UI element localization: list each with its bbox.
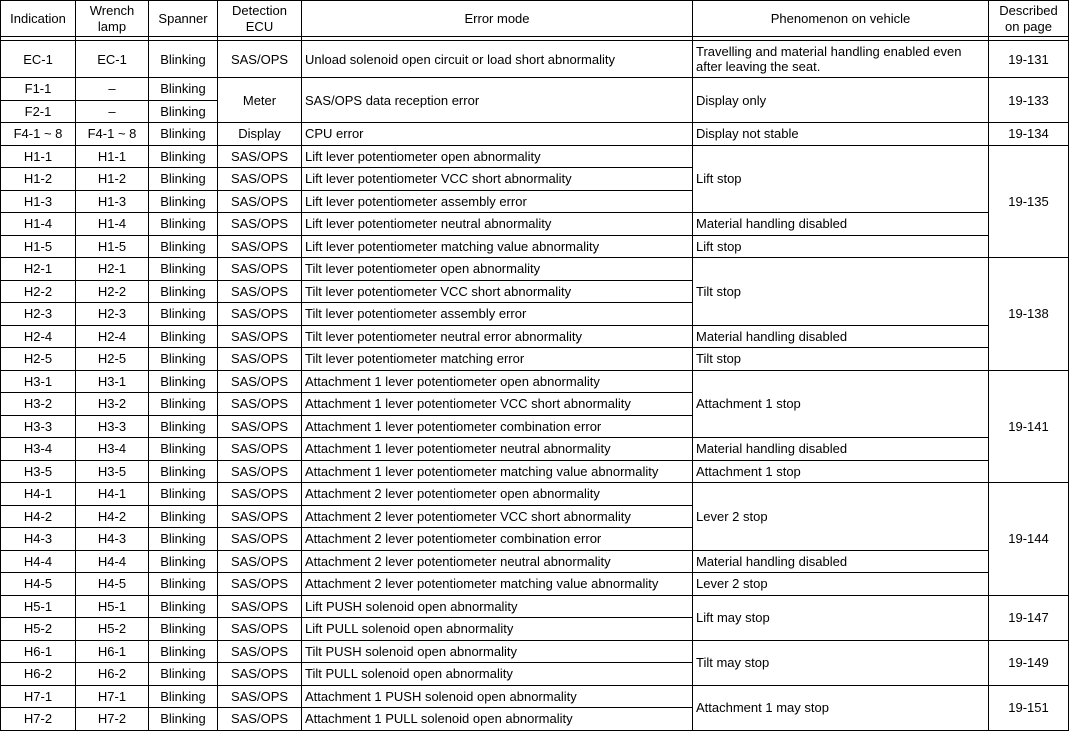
cell-error-mode: Lift lever potentiometer VCC short abnormality [302, 168, 693, 191]
cell-wrench: H1-5 [76, 235, 149, 258]
cell-indication: F1-1 [1, 78, 76, 101]
cell-ecu: SAS/OPS [218, 348, 302, 371]
cell-indication: EC-1 [1, 41, 76, 78]
cell-wrench: EC-1 [76, 41, 149, 78]
cell-wrench: H2-3 [76, 303, 149, 326]
cell-error-mode: Lift PUSH solenoid open abnormality [302, 595, 693, 618]
cell-wrench: H2-1 [76, 258, 149, 281]
cell-phenomenon: Attachment 1 stop [693, 370, 989, 438]
cell-error-mode: Attachment 1 PUSH solenoid open abnormality [302, 685, 693, 708]
cell-wrench: H3-5 [76, 460, 149, 483]
cell-phenomenon: Material handling disabled [693, 325, 989, 348]
cell-wrench: H4-1 [76, 483, 149, 506]
cell-wrench: H6-1 [76, 640, 149, 663]
cell-wrench: H3-4 [76, 438, 149, 461]
cell-ecu: SAS/OPS [218, 190, 302, 213]
cell-spanner: Blinking [149, 505, 218, 528]
cell-phenomenon: Material handling disabled [693, 438, 989, 461]
cell-wrench: H1-1 [76, 145, 149, 168]
cell-wrench: – [76, 78, 149, 101]
cell-indication: H3-2 [1, 393, 76, 416]
cell-ecu: SAS/OPS [218, 528, 302, 551]
cell-indication: H1-1 [1, 145, 76, 168]
table-row [1, 235, 1069, 258]
cell-ecu: SAS/OPS [218, 213, 302, 236]
cell-wrench: H5-1 [76, 595, 149, 618]
cell-error-mode: Lift lever potentiometer neutral abnormality [302, 213, 693, 236]
cell-indication: H4-2 [1, 505, 76, 528]
cell-wrench: H3-3 [76, 415, 149, 438]
cell-wrench: H1-3 [76, 190, 149, 213]
table-row [1, 325, 1069, 348]
cell-ecu: SAS/OPS [218, 618, 302, 641]
cell-wrench: F4-1 ~ 8 [76, 123, 149, 146]
cell-page: 19-138 [989, 258, 1069, 371]
table-row [1, 78, 1069, 101]
cell-spanner: Blinking [149, 528, 218, 551]
header-detection-ecu: Detection ECU [218, 1, 302, 37]
table-row [1, 213, 1069, 236]
table-row [1, 550, 1069, 573]
cell-phenomenon: Material handling disabled [693, 213, 989, 236]
cell-wrench: H2-2 [76, 280, 149, 303]
header-row [1, 1, 1069, 37]
cell-spanner: Blinking [149, 303, 218, 326]
cell-page: 19-144 [989, 483, 1069, 596]
table-row [1, 640, 1069, 663]
cell-spanner: Blinking [149, 235, 218, 258]
cell-error-mode: SAS/OPS data reception error [302, 78, 693, 123]
table-row [1, 460, 1069, 483]
cell-error-mode: CPU error [302, 123, 693, 146]
cell-spanner: Blinking [149, 685, 218, 708]
cell-phenomenon: Attachment 1 stop [693, 460, 989, 483]
cell-wrench: H4-4 [76, 550, 149, 573]
cell-indication: H5-1 [1, 595, 76, 618]
header-described-on-page: Described on page [989, 1, 1069, 37]
table-row [1, 370, 1069, 393]
cell-error-mode: Tilt lever potentiometer neutral error abnormality [302, 325, 693, 348]
cell-ecu: Meter [218, 78, 302, 123]
cell-spanner: Blinking [149, 213, 218, 236]
cell-ecu: SAS/OPS [218, 325, 302, 348]
cell-ecu: SAS/OPS [218, 505, 302, 528]
cell-wrench: H7-2 [76, 708, 149, 731]
cell-indication: H1-5 [1, 235, 76, 258]
cell-indication: H2-4 [1, 325, 76, 348]
header-wrench-lamp: Wrench lamp [76, 1, 149, 37]
cell-wrench: H1-4 [76, 213, 149, 236]
cell-wrench: H2-5 [76, 348, 149, 371]
cell-ecu: SAS/OPS [218, 370, 302, 393]
cell-ecu: SAS/OPS [218, 168, 302, 191]
cell-indication: H1-3 [1, 190, 76, 213]
cell-ecu: SAS/OPS [218, 595, 302, 618]
cell-error-mode: Attachment 1 lever potentiometer combination error [302, 415, 693, 438]
cell-wrench: H4-5 [76, 573, 149, 596]
cell-ecu: SAS/OPS [218, 415, 302, 438]
cell-wrench: H4-2 [76, 505, 149, 528]
table-row [1, 41, 1069, 78]
cell-spanner: Blinking [149, 258, 218, 281]
cell-spanner: Blinking [149, 573, 218, 596]
cell-phenomenon: Tilt stop [693, 258, 989, 326]
header-spanner: Spanner [149, 1, 218, 37]
cell-wrench: H1-2 [76, 168, 149, 191]
cell-spanner: Blinking [149, 100, 218, 123]
cell-spanner: Blinking [149, 280, 218, 303]
cell-ecu: SAS/OPS [218, 303, 302, 326]
cell-spanner: Blinking [149, 595, 218, 618]
cell-indication: H6-1 [1, 640, 76, 663]
cell-page: 19-131 [989, 41, 1069, 78]
cell-error-mode: Attachment 2 lever potentiometer combination error [302, 528, 693, 551]
header-phenomenon: Phenomenon on vehicle [693, 1, 989, 37]
cell-indication: H3-5 [1, 460, 76, 483]
cell-ecu: SAS/OPS [218, 573, 302, 596]
header-indication: Indication [1, 1, 76, 37]
cell-error-mode: Attachment 2 lever potentiometer open abnormality [302, 483, 693, 506]
cell-ecu: SAS/OPS [218, 393, 302, 416]
cell-error-mode: Attachment 1 lever potentiometer open abnormality [302, 370, 693, 393]
table-row [1, 595, 1069, 618]
cell-spanner: Blinking [149, 123, 218, 146]
cell-spanner: Blinking [149, 708, 218, 731]
cell-page: 19-147 [989, 595, 1069, 640]
header-error-mode: Error mode [302, 1, 693, 37]
cell-phenomenon: Tilt may stop [693, 640, 989, 685]
cell-spanner: Blinking [149, 78, 218, 101]
cell-page: 19-141 [989, 370, 1069, 483]
cell-ecu: Display [218, 123, 302, 146]
cell-spanner: Blinking [149, 460, 218, 483]
cell-phenomenon: Lever 2 stop [693, 573, 989, 596]
cell-ecu: SAS/OPS [218, 438, 302, 461]
cell-ecu: SAS/OPS [218, 41, 302, 78]
cell-error-mode: Tilt PULL solenoid open abnormality [302, 663, 693, 686]
cell-error-mode: Attachment 1 lever potentiometer neutral abnormality [302, 438, 693, 461]
cell-spanner: Blinking [149, 618, 218, 641]
cell-indication: H4-3 [1, 528, 76, 551]
cell-spanner: Blinking [149, 393, 218, 416]
cell-spanner: Blinking [149, 640, 218, 663]
cell-indication: H4-1 [1, 483, 76, 506]
cell-spanner: Blinking [149, 663, 218, 686]
cell-error-mode: Attachment 2 lever potentiometer VCC short abnormality [302, 505, 693, 528]
cell-error-mode: Attachment 1 lever potentiometer VCC short abnormality [302, 393, 693, 416]
cell-phenomenon: Lever 2 stop [693, 483, 989, 551]
cell-spanner: Blinking [149, 370, 218, 393]
cell-phenomenon: Attachment 1 may stop [693, 685, 989, 730]
cell-indication: H3-4 [1, 438, 76, 461]
cell-ecu: SAS/OPS [218, 258, 302, 281]
table-row [1, 438, 1069, 461]
table-row [1, 123, 1069, 146]
cell-ecu: SAS/OPS [218, 550, 302, 573]
cell-ecu: SAS/OPS [218, 685, 302, 708]
cell-wrench: H7-1 [76, 685, 149, 708]
cell-phenomenon: Lift stop [693, 145, 989, 213]
cell-page: 19-133 [989, 78, 1069, 123]
cell-error-mode: Tilt lever potentiometer VCC short abnormality [302, 280, 693, 303]
cell-indication: H4-4 [1, 550, 76, 573]
cell-spanner: Blinking [149, 168, 218, 191]
cell-indication: H2-2 [1, 280, 76, 303]
cell-error-mode: Tilt lever potentiometer assembly error [302, 303, 693, 326]
cell-spanner: Blinking [149, 348, 218, 371]
cell-error-mode: Attachment 2 lever potentiometer matching value abnormality [302, 573, 693, 596]
cell-error-mode: Attachment 1 lever potentiometer matching value abnormality [302, 460, 693, 483]
cell-phenomenon: Display only [693, 78, 989, 123]
cell-ecu: SAS/OPS [218, 280, 302, 303]
cell-indication: F4-1 ~ 8 [1, 123, 76, 146]
cell-error-mode: Lift lever potentiometer open abnormality [302, 145, 693, 168]
cell-indication: H4-5 [1, 573, 76, 596]
cell-page: 19-134 [989, 123, 1069, 146]
cell-spanner: Blinking [149, 145, 218, 168]
cell-wrench: H5-2 [76, 618, 149, 641]
table-row [1, 685, 1069, 708]
cell-ecu: SAS/OPS [218, 145, 302, 168]
cell-ecu: SAS/OPS [218, 663, 302, 686]
cell-phenomenon: Lift may stop [693, 595, 989, 640]
cell-page: 19-149 [989, 640, 1069, 685]
cell-wrench: H6-2 [76, 663, 149, 686]
cell-indication: H3-1 [1, 370, 76, 393]
cell-indication: H2-1 [1, 258, 76, 281]
cell-spanner: Blinking [149, 438, 218, 461]
cell-phenomenon: Travelling and material handling enabled even after leaving the seat. [693, 41, 989, 78]
cell-indication: H5-2 [1, 618, 76, 641]
cell-indication: H7-1 [1, 685, 76, 708]
cell-page: 19-135 [989, 145, 1069, 258]
cell-indication: F2-1 [1, 100, 76, 123]
cell-error-mode: Attachment 1 PULL solenoid open abnormality [302, 708, 693, 731]
cell-wrench: H3-1 [76, 370, 149, 393]
cell-error-mode: Unload solenoid open circuit or load short abnormality [302, 41, 693, 78]
cell-phenomenon: Lift stop [693, 235, 989, 258]
cell-spanner: Blinking [149, 41, 218, 78]
cell-error-mode: Tilt lever potentiometer open abnormality [302, 258, 693, 281]
cell-spanner: Blinking [149, 483, 218, 506]
cell-ecu: SAS/OPS [218, 640, 302, 663]
cell-spanner: Blinking [149, 325, 218, 348]
cell-error-mode: Tilt PUSH solenoid open abnormality [302, 640, 693, 663]
cell-ecu: SAS/OPS [218, 483, 302, 506]
cell-error-mode: Attachment 2 lever potentiometer neutral abnormality [302, 550, 693, 573]
table-row [1, 483, 1069, 506]
cell-error-mode: Tilt lever potentiometer matching error [302, 348, 693, 371]
table-row [1, 348, 1069, 371]
cell-spanner: Blinking [149, 190, 218, 213]
cell-phenomenon: Material handling disabled [693, 550, 989, 573]
cell-phenomenon: Tilt stop [693, 348, 989, 371]
cell-error-mode: Lift PULL solenoid open abnormality [302, 618, 693, 641]
table-row [1, 573, 1069, 596]
cell-indication: H3-3 [1, 415, 76, 438]
cell-indication: H2-3 [1, 303, 76, 326]
cell-spanner: Blinking [149, 415, 218, 438]
cell-indication: H2-5 [1, 348, 76, 371]
cell-wrench: H2-4 [76, 325, 149, 348]
cell-wrench: – [76, 100, 149, 123]
cell-wrench: H4-3 [76, 528, 149, 551]
cell-error-mode: Lift lever potentiometer matching value abnormality [302, 235, 693, 258]
cell-wrench: H3-2 [76, 393, 149, 416]
cell-page: 19-151 [989, 685, 1069, 730]
cell-error-mode: Lift lever potentiometer assembly error [302, 190, 693, 213]
cell-ecu: SAS/OPS [218, 708, 302, 731]
cell-ecu: SAS/OPS [218, 235, 302, 258]
cell-spanner: Blinking [149, 550, 218, 573]
cell-phenomenon: Display not stable [693, 123, 989, 146]
cell-indication: H1-4 [1, 213, 76, 236]
cell-ecu: SAS/OPS [218, 460, 302, 483]
cell-indication: H7-2 [1, 708, 76, 731]
cell-indication: H1-2 [1, 168, 76, 191]
table-row [1, 258, 1069, 281]
cell-indication: H6-2 [1, 663, 76, 686]
table-row [1, 145, 1069, 168]
